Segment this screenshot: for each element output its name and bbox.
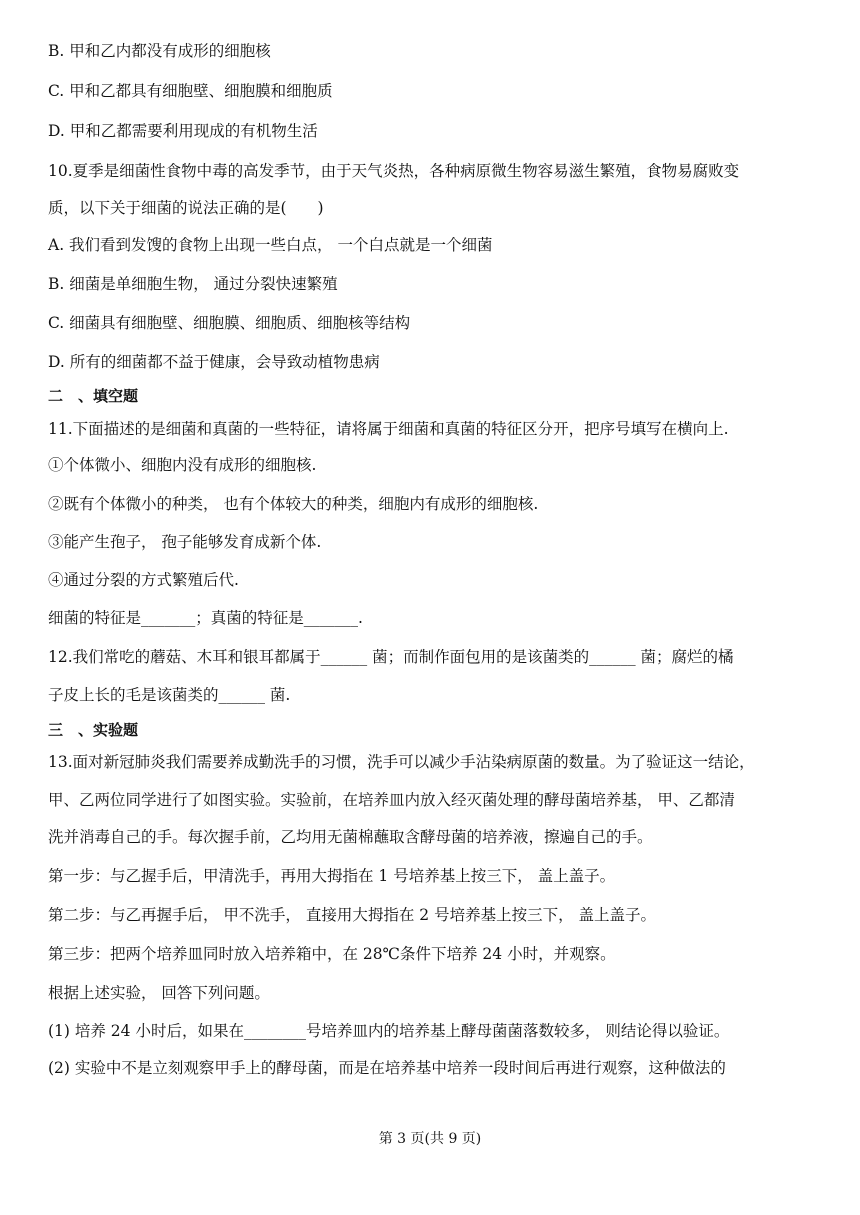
q11-item-2: ②既有个体微小的种类， 也有个体较大的种类，细胞内有成形的细胞核. <box>48 495 539 513</box>
q13-sub-question-1: (1) 培养 24 小时后，如果在________号培养皿内的培养基上酵母菌菌落数较多， 则结论得以验证。 <box>48 1022 730 1040</box>
q9-option-b: B. 甲和乙内都没有成形的细胞核 <box>48 42 271 60</box>
q10-option-c: C. 细菌具有细胞壁、细胞膜、细胞质、细胞核等结构 <box>48 314 411 332</box>
page-number-footer: 第 3 页(共 9 页) <box>378 1131 482 1147</box>
q13-line-2: 甲、乙两位同学进行了如图实验。实验前，在培养皿内放入经灭菌处理的酵母菌培养基， 甲、乙都清 <box>48 791 735 809</box>
q9-option-d: D. 甲和乙都需要利用现成的有机物生活 <box>48 122 318 140</box>
section-heading-fill-in: 二 、填空题 <box>48 387 139 405</box>
q10-stem-line-1: 10.夏季是细菌性食物中毒的高发季节，由于天气炎热，各种病原微生物容易滋生繁殖，食物易腐败变 <box>48 162 740 180</box>
q13-step-1: 第一步：与乙握手后，甲清洗手，再用大拇指在 1 号培养基上按三下， 盖上盖子。 <box>48 867 616 885</box>
q13-sub-question-2: (2) 实验中不是立刻观察甲手上的酵母菌，而是在培养基中培养一段时间后再进行观察，这种做法的 <box>48 1059 726 1077</box>
q13-line-3: 洗并消毒自己的手。每次握手前，乙均用无菌棉蘸取含酵母菌的培养液，擦遍自己的手。 <box>48 828 653 846</box>
section-heading-experiment: 三 、实验题 <box>48 721 139 739</box>
q13-step-2: 第二步：与乙再握手后， 甲不洗手， 直接用大拇指在 2 号培养基上按三下， 盖上盖子。 <box>48 906 656 924</box>
q12-line-1: 12.我们常吃的蘑菇、木耳和银耳都属于______ 菌；而制作面包用的是该菌类的______ 菌；腐烂的橘 <box>48 648 734 666</box>
q11-item-1: ①个体微小、细胞内没有成形的细胞核. <box>48 456 317 474</box>
q11-item-3: ③能产生孢子， 孢子能够发育成新个体. <box>48 533 322 551</box>
q11-answer-line: 细菌的特征是_______；真菌的特征是_______. <box>48 609 363 627</box>
q11-item-4: ④通过分裂的方式繁殖后代. <box>48 571 239 589</box>
q13-line-1: 13.面对新冠肺炎我们需要养成勤洗手的习惯，洗手可以减少手沾染病原菌的数量。为了验证这一结论， <box>48 753 755 771</box>
q13-step-3: 第三步：把两个培养皿同时放入培养箱中，在 28℃条件下培养 24 小时，并观察。 <box>48 945 616 963</box>
q12-line-2: 子皮上长的毛是该菌类的______ 菌. <box>48 686 291 704</box>
q10-option-d: D. 所有的细菌都不益于健康，会导致动植物患病 <box>48 353 380 371</box>
q9-option-c: C. 甲和乙都具有细胞壁、细胞膜和细胞质 <box>48 82 333 100</box>
q10-stem-line-2: 质，以下关于细菌的说法正确的是( ) <box>48 199 324 217</box>
q10-option-b: B. 细菌是单细胞生物， 通过分裂快速繁殖 <box>48 275 338 293</box>
q11-stem: 11.下面描述的是细菌和真菌的一些特征，请将属于细菌和真菌的特征区分开，把序号填写在横向上. <box>48 420 729 438</box>
q10-option-a: A. 我们看到发馊的食物上出现一些白点， 一个白点就是一个细菌 <box>48 236 493 254</box>
q13-prompt: 根据上述实验， 回答下列问题。 <box>48 984 270 1002</box>
